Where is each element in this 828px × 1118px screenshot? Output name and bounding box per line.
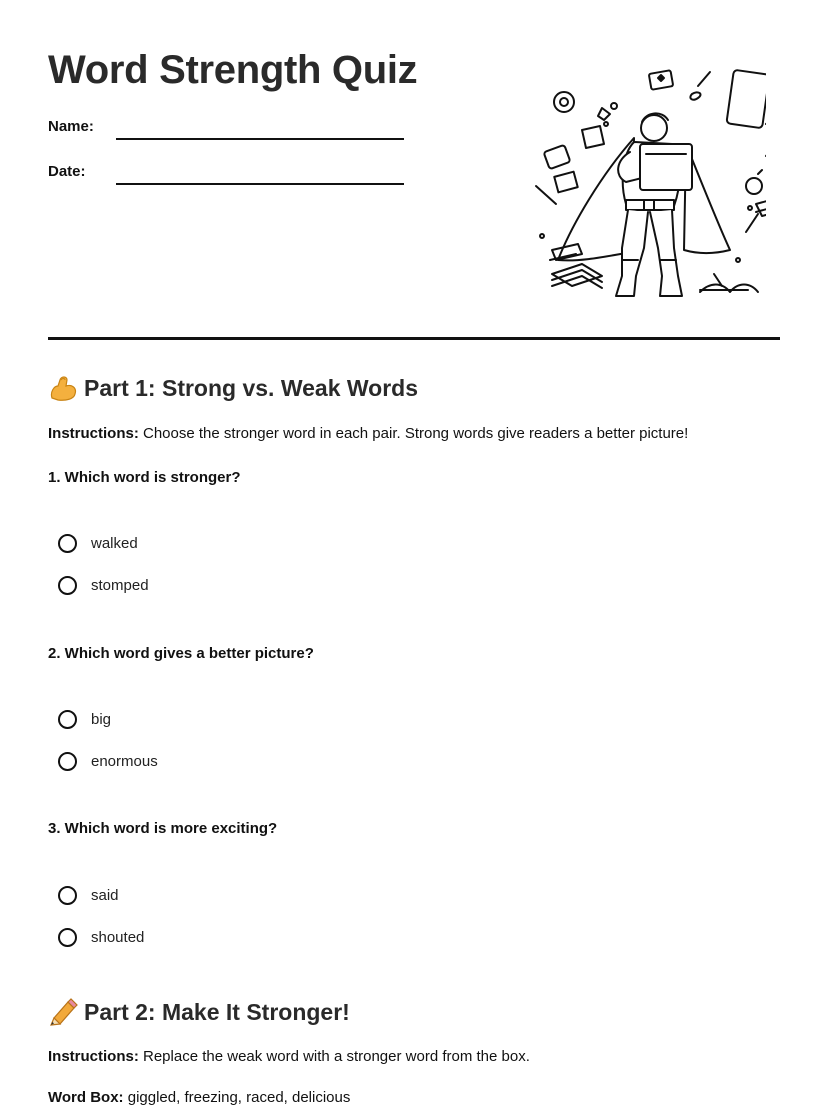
part1-instructions [48, 425, 688, 442]
q2-option-big[interactable] [58, 707, 111, 731]
radio-button[interactable] [58, 710, 77, 729]
option-label: stomped [91, 576, 149, 594]
question-2: 2. Which word gives a better picture? [48, 645, 314, 662]
radio-button[interactable] [58, 752, 77, 771]
date-line[interactable] [116, 183, 404, 185]
part1-instructions-label: Instructions: [48, 425, 139, 442]
name-label: Name: [48, 118, 94, 135]
q2-option-enormous[interactable] [58, 749, 158, 773]
part1-title [48, 374, 418, 402]
word-box [48, 1089, 350, 1106]
q3-option-said[interactable] [58, 883, 119, 907]
page-title: Word Strength Quiz [48, 48, 418, 92]
q1-option-stomped[interactable] [58, 573, 149, 597]
word-box-text: giggled, freezing, raced, delicious [123, 1089, 351, 1106]
radio-button[interactable] [58, 928, 77, 947]
option-label: big [91, 710, 112, 728]
part1-title-text: Part 1: Strong vs. Weak Words [84, 374, 419, 401]
flexed-biceps-icon [48, 374, 78, 402]
question-3: 3. Which word is more exciting? [48, 820, 278, 837]
word-box-label: Word Box: [48, 1089, 124, 1106]
radio-button[interactable] [58, 534, 77, 553]
part2-instructions [48, 1048, 530, 1065]
radio-button[interactable] [58, 576, 77, 595]
option-label: walked [91, 534, 138, 552]
pencil-icon [48, 998, 78, 1026]
date-label: Date: [48, 163, 86, 180]
part2-instructions-label: Instructions: [48, 1048, 139, 1065]
option-label: enormous [91, 752, 158, 770]
part2-instructions-text: Replace the weak word with a stronger word from the box. [138, 1048, 530, 1065]
name-line[interactable] [116, 138, 404, 140]
q3-option-shouted[interactable] [58, 925, 144, 949]
option-label: said [91, 886, 119, 904]
header-divider [48, 337, 780, 340]
q1-option-walked[interactable] [58, 531, 138, 555]
part2-title-text: Part 2: Make It Stronger! [84, 998, 350, 1025]
question-1: 1. Which word is stronger? [48, 469, 241, 486]
option-label: shouted [91, 928, 145, 946]
radio-button[interactable] [58, 886, 77, 905]
name-field[interactable] [48, 118, 408, 142]
part1-instructions-text: Choose the stronger word in each pair. Strong words give readers a better picture! [138, 425, 689, 442]
superhero-reading-icon [522, 64, 766, 308]
date-field[interactable] [48, 163, 408, 187]
part2-title [48, 998, 350, 1026]
